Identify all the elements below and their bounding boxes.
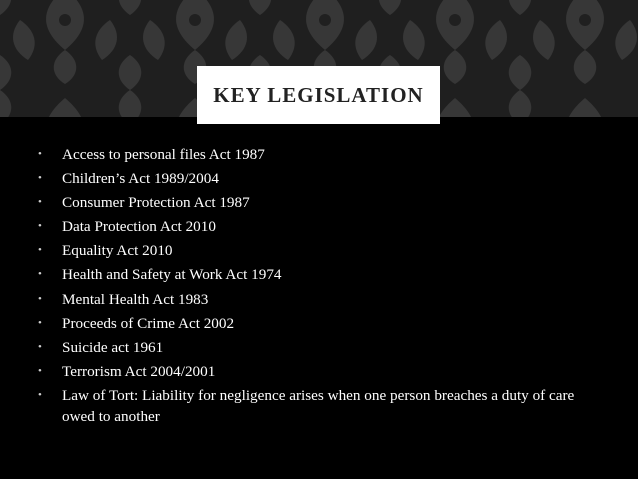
list-item-text: Children’s Act 1989/2004 xyxy=(62,170,219,188)
list-item xyxy=(0,264,638,285)
bullet-icon: • xyxy=(38,292,42,305)
bullet-icon: • xyxy=(38,268,42,281)
bullet-icon: • xyxy=(38,316,42,329)
list-item-text: Law of Tort: Liability for negligence arises when one person breaches a duty of care owed to another xyxy=(62,386,575,425)
list-item-text: Equality Act 2010 xyxy=(62,242,173,260)
bullet-icon: • xyxy=(38,364,42,377)
list-item xyxy=(0,289,638,310)
list-item xyxy=(0,192,638,213)
list-item xyxy=(0,144,638,165)
list-item xyxy=(0,240,638,261)
list-item xyxy=(0,313,638,334)
list-item xyxy=(0,385,638,427)
list-item xyxy=(0,216,638,237)
list-item xyxy=(0,337,638,358)
list-item-text: Terrorism Act 2004/2001 xyxy=(62,362,216,380)
title-box xyxy=(197,66,440,124)
list-item-text: Health and Safety at Work Act 1974 xyxy=(62,266,282,284)
list-item-text: Suicide act 1961 xyxy=(62,338,164,356)
bullet-icon: • xyxy=(38,340,42,353)
bullet-icon: • xyxy=(38,388,42,401)
legislation-list xyxy=(0,144,638,430)
list-item-text: Access to personal files Act 1987 xyxy=(62,146,265,163)
bullet-icon: • xyxy=(38,244,42,257)
list-item-text: Consumer Protection Act 1987 xyxy=(62,194,250,212)
bullet-icon: • xyxy=(38,220,42,233)
list-item xyxy=(0,168,638,189)
list-item-text: Data Protection Act 2010 xyxy=(62,218,216,236)
bullet-icon: • xyxy=(38,196,42,209)
list-item-text: Mental Health Act 1983 xyxy=(62,290,209,308)
bullet-icon: • xyxy=(38,172,42,185)
bullet-icon: • xyxy=(38,148,42,160)
slide-title: KEY LEGISLATION xyxy=(213,82,424,107)
list-item-text: Proceeds of Crime Act 2002 xyxy=(62,314,235,332)
list-item xyxy=(0,361,638,382)
